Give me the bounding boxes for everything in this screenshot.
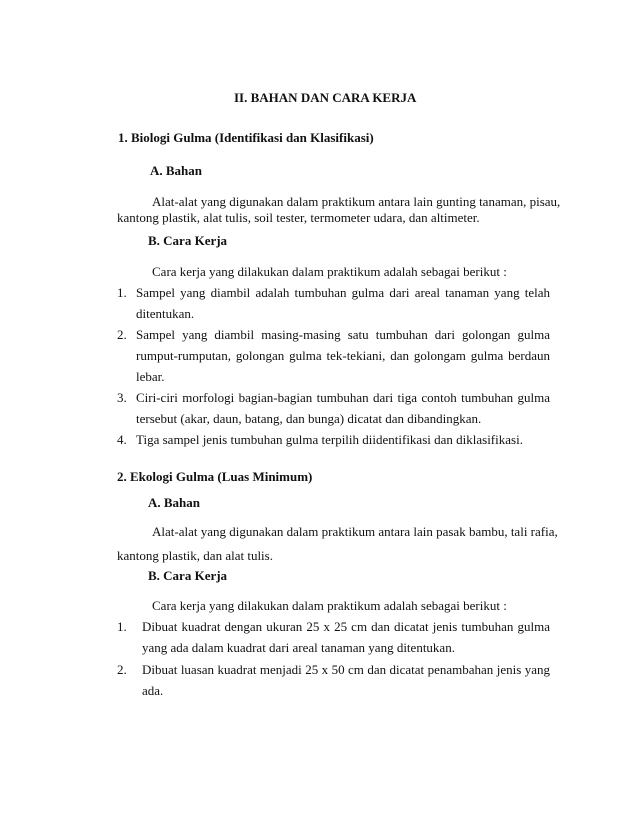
section-1-item-2-line-3: lebar. [136, 369, 165, 384]
section-2-item-2-line-2: ada. [142, 683, 164, 698]
section-1-item-1-line-1: Sampel yang diambil adalah tumbuhan gulma dari areal tanaman yang telah [136, 285, 550, 300]
section-1-item-4-line-1: Tiga sampel jenis tumbuhan gulma terpilih diidentifikasi dan diklasifikasi. [136, 432, 523, 447]
section-2-heading: 2. Ekologi Gulma (Luas Minimum) [117, 469, 313, 484]
page-title: II. BAHAN DAN CARA KERJA [234, 90, 417, 105]
section-1-subheading-bahan: A. Bahan [150, 163, 203, 178]
section-2-subheading-bahan: A. Bahan [148, 495, 201, 510]
section-1-item-3-line-1: Ciri-ciri morfologi bagian-bagian tumbuhan dari tiga contoh tumbuhan gulma [136, 390, 550, 405]
section-1-item-3-line-2: tersebut (akar, daun, batang, dan bunga) dicatat dan dibandingkan. [136, 411, 482, 426]
section-2-bahan-line-1: Alat-alat yang digunakan dalam praktikum antara lain pasak bambu, tali rafia, [152, 524, 558, 539]
section-2-bahan-line-2: kantong plastik, dan alat tulis. [117, 548, 273, 563]
section-1-bahan-line-2: kantong plastik, alat tulis, soil tester, termometer udara, dan altimeter. [117, 210, 480, 225]
section-1-item-3-number: 3. [117, 390, 127, 405]
section-1-item-1-number: 1. [117, 285, 127, 300]
section-2-subheading-cara-kerja: B. Cara Kerja [148, 568, 228, 583]
section-2-item-1-line-2: yang ada dalam kuadrat dari areal tanaman yang ditentukan. [142, 640, 455, 655]
section-2-item-1-number: 1. [117, 619, 127, 634]
section-2-item-2-number: 2. [117, 662, 127, 677]
section-1-heading: 1. Biologi Gulma (Identifikasi dan Klasifikasi) [118, 130, 374, 145]
section-1-item-4-number: 4. [117, 432, 127, 447]
section-2-cara-kerja-intro: Cara kerja yang dilakukan dalam praktikum adalah sebagai berikut : [152, 598, 507, 613]
section-1-item-2-line-2: rumput-rumputan, golongan gulma tek-tekiani, dan golongam gulma berdaun [136, 348, 550, 363]
section-1-item-1-line-2: ditentukan. [136, 306, 195, 321]
section-1-cara-kerja-intro: Cara kerja yang dilakukan dalam praktikum adalah sebagai berikut : [152, 264, 507, 279]
section-2-item-1-line-1: Dibuat kuadrat dengan ukuran 25 x 25 cm dan dicatat jenis tumbuhan gulma [142, 619, 550, 634]
section-1-item-2-line-1: Sampel yang diambil masing-masing satu tumbuhan dari golongan gulma [136, 327, 550, 342]
section-2-item-2-line-1: Dibuat luasan kuadrat menjadi 25 x 50 cm dan dicatat penambahan jenis yang [142, 662, 550, 677]
section-1-subheading-cara-kerja: B. Cara Kerja [148, 233, 228, 248]
section-1-item-2-number: 2. [117, 327, 127, 342]
section-1-bahan-line-1: Alat-alat yang digunakan dalam praktikum antara lain gunting tanaman, pisau, [152, 194, 561, 209]
